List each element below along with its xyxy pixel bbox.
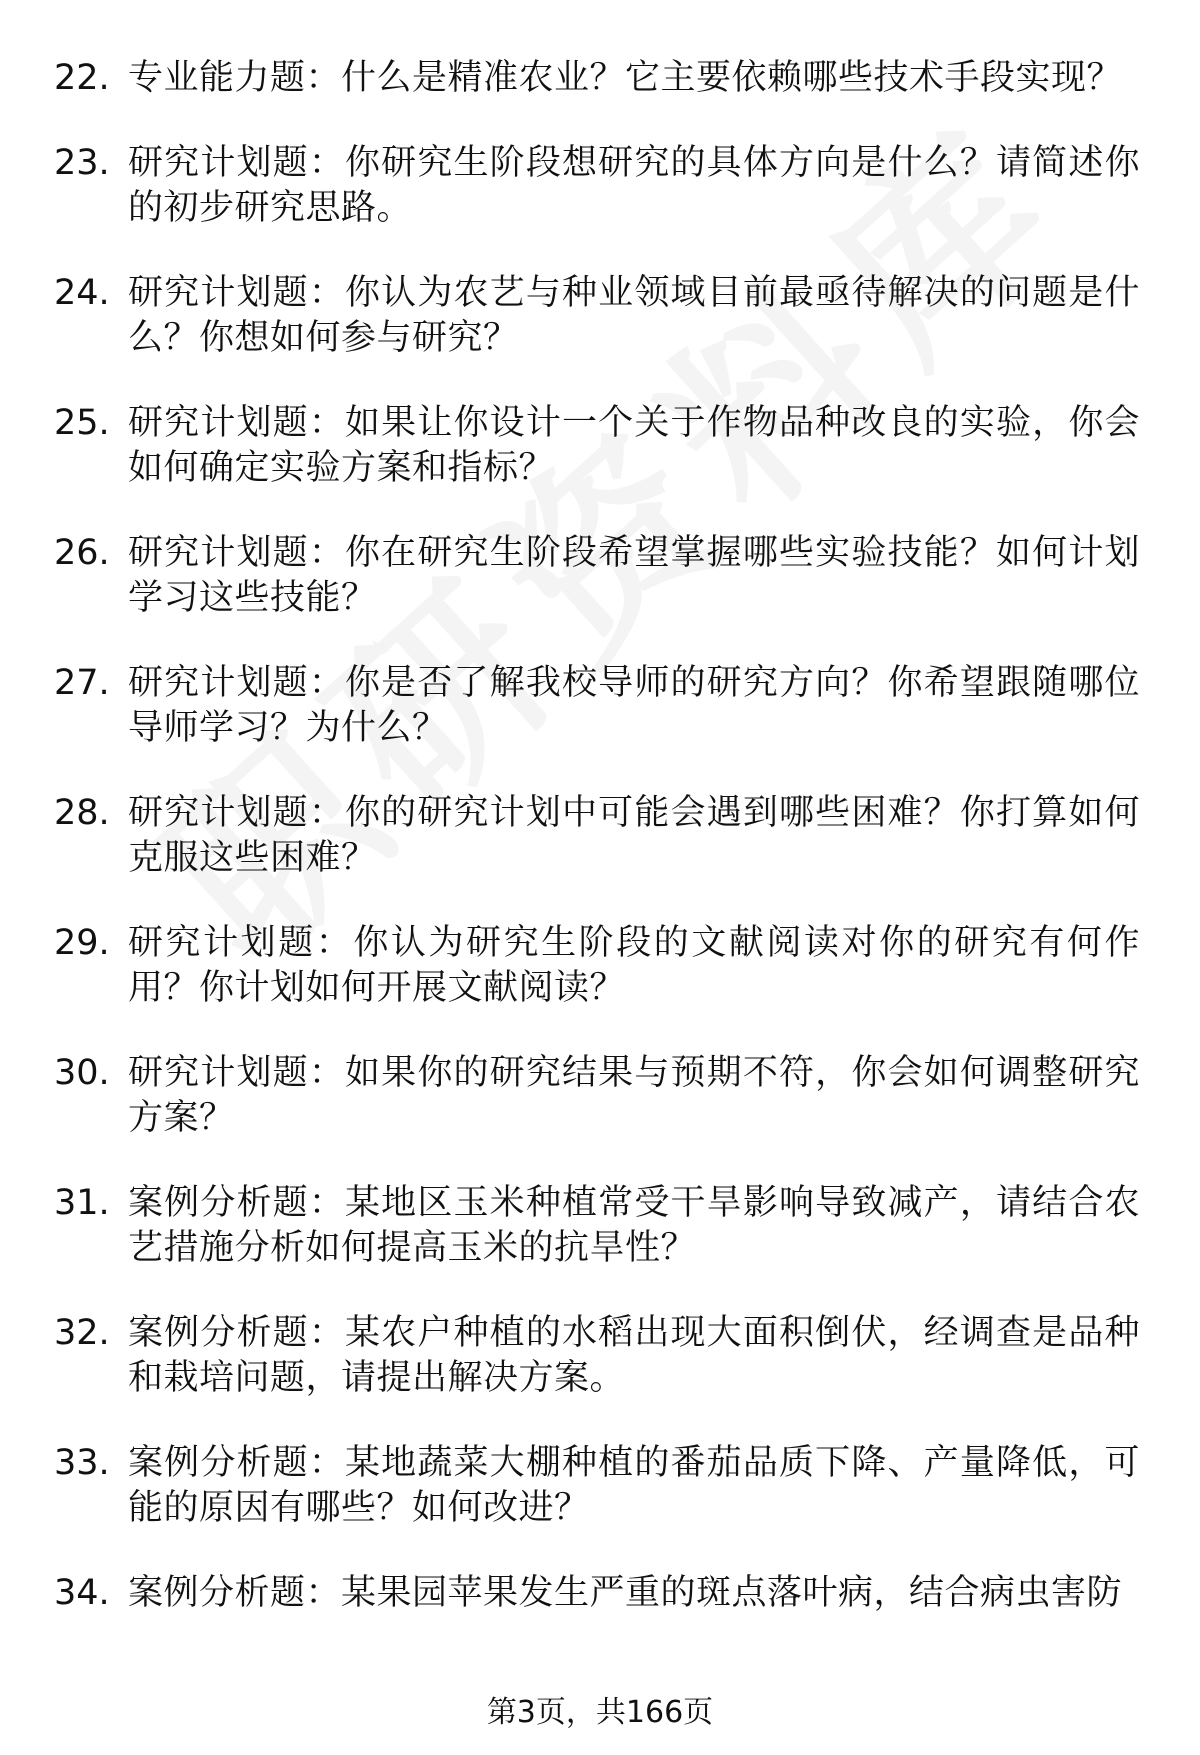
question-number: 28. bbox=[54, 793, 110, 833]
list-item bbox=[0, 1181, 1200, 1271]
list-item bbox=[0, 141, 1200, 231]
list-item bbox=[0, 1311, 1200, 1401]
question-text: 专业能力题：什么是精准农业？它主要依赖哪些技术手段实现？ bbox=[128, 58, 1123, 98]
question-text: 研究计划题：你是否了解我校导师的研究方向？你希望跟随哪位导师学习？为什么？ bbox=[128, 663, 1140, 748]
question-number: 25. bbox=[54, 403, 110, 443]
question-text: 研究计划题：你认为研究生阶段的文献阅读对你的研究有何作用？你计划如何开展文献阅读？ bbox=[128, 923, 1140, 1008]
question-text: 研究计划题：如果你的研究结果与预期不符，你会如何调整研究方案？ bbox=[128, 1053, 1140, 1138]
question-number: 24. bbox=[54, 273, 110, 313]
question-number: 26. bbox=[54, 533, 110, 573]
list-item bbox=[0, 401, 1200, 491]
question-number: 31. bbox=[54, 1183, 110, 1223]
question-number: 32. bbox=[54, 1313, 110, 1353]
question-text: 研究计划题：你研究生阶段想研究的具体方向是什么？请简述你的初步研究思路。 bbox=[128, 143, 1140, 228]
list-item bbox=[0, 791, 1200, 881]
question-number: 29. bbox=[54, 923, 110, 963]
list-item bbox=[0, 271, 1200, 361]
question-text: 研究计划题：如果让你设计一个关于作物品种改良的实验，你会如何确定实验方案和指标？ bbox=[128, 403, 1140, 488]
question-text: 研究计划题：你在研究生阶段希望掌握哪些实验技能？如何计划学习这些技能？ bbox=[128, 533, 1140, 618]
question-text: 案例分析题：某农户种植的水稻出现大面积倒伏，经调查是品种和栽培问题，请提出解决方案。 bbox=[128, 1313, 1140, 1398]
list-item bbox=[0, 56, 1200, 101]
question-number: 34. bbox=[54, 1573, 110, 1613]
question-number: 27. bbox=[54, 663, 110, 703]
question-text: 研究计划题：你的研究计划中可能会遇到哪些困难？你打算如何克服这些困难？ bbox=[128, 793, 1140, 878]
page-number-footer: 第3页，共166页 bbox=[486, 1695, 714, 1730]
list-item bbox=[0, 1571, 1200, 1616]
question-number: 22. bbox=[54, 58, 110, 98]
list-item bbox=[0, 531, 1200, 621]
question-list bbox=[0, 56, 1200, 1656]
question-text: 案例分析题：某果园苹果发生严重的斑点落叶病，结合病虫害防 bbox=[128, 1573, 1123, 1613]
list-item bbox=[0, 1051, 1200, 1141]
question-text: 案例分析题：某地蔬菜大棚种植的番茄品质下降、产量降低，可能的原因有哪些？如何改进？ bbox=[128, 1443, 1140, 1528]
list-item bbox=[0, 661, 1200, 751]
question-number: 30. bbox=[54, 1053, 110, 1093]
list-item bbox=[0, 1441, 1200, 1531]
list-item bbox=[0, 921, 1200, 1011]
question-number: 33. bbox=[54, 1443, 110, 1483]
question-text: 案例分析题：某地区玉米种植常受干旱影响导致减产，请结合农艺措施分析如何提高玉米的抗旱性？ bbox=[128, 1183, 1140, 1268]
question-number: 23. bbox=[54, 143, 110, 183]
question-text: 研究计划题：你认为农艺与种业领域目前最亟待解决的问题是什么？你想如何参与研究？ bbox=[128, 273, 1140, 358]
